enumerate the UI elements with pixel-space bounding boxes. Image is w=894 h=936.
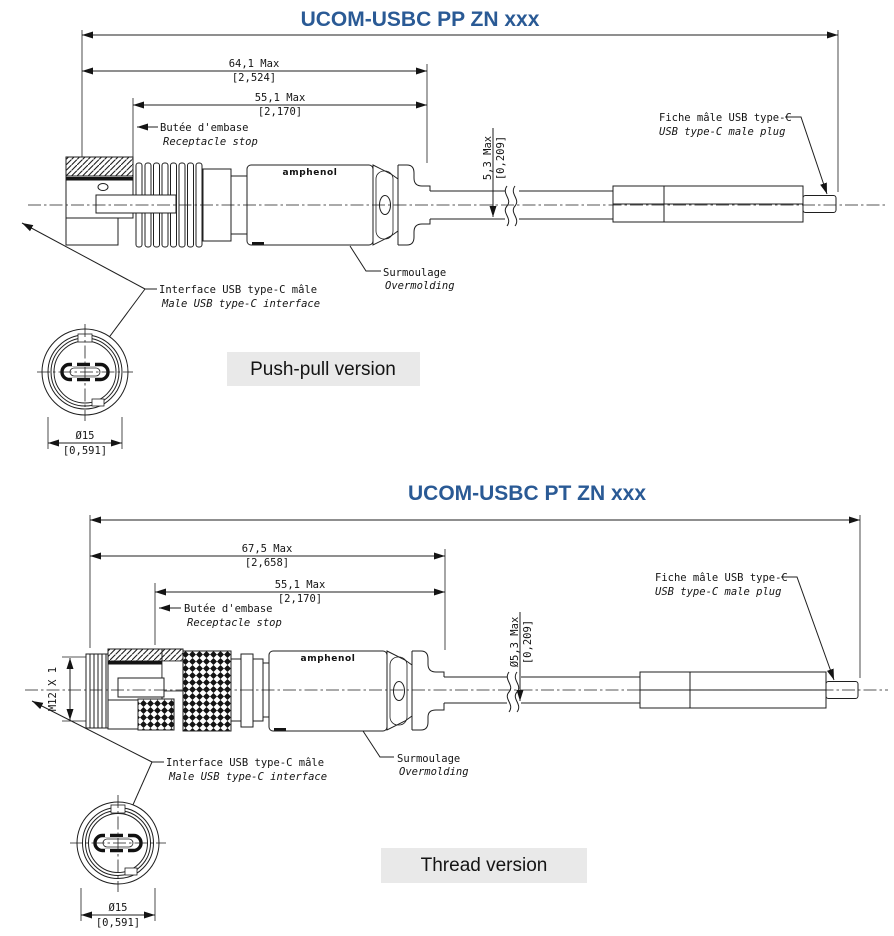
keying-slot [92, 399, 104, 406]
exposed-thread [162, 649, 183, 661]
front-diameter-inch: [0,591] [62, 445, 108, 457]
knurled-coupling-nut [183, 651, 231, 731]
receptacle-stop-label-en: Receptacle stop [187, 617, 282, 629]
overmolding-label-fr: Surmoulage [397, 753, 461, 765]
dim-overall-mm: 64,1 Max [228, 58, 280, 70]
dim-from-stop-inch: [2,170] [257, 106, 303, 118]
dim-cable-diameter [482, 128, 507, 217]
dim-from-stop-inch: [2,170] [277, 593, 323, 605]
diagram-title: UCOM-USBC PT ZN xxx [407, 482, 647, 505]
cable-diameter-inch: [0,209] [495, 135, 507, 181]
receptacle-stop-label-fr: Butée d'embase [160, 122, 249, 134]
dim-overall-mm: 67,5 Max [241, 543, 293, 555]
strain-relief-tip [412, 651, 444, 730]
callout-usb-plug [659, 112, 827, 194]
receptacle-lower-block [66, 218, 118, 245]
dim-front-diameter [48, 417, 122, 457]
overmolding-label-en: Overmolding [399, 766, 469, 778]
dim-front-diameter [81, 888, 155, 929]
diagram-push-pull [22, 8, 886, 457]
receptacle-panel-hatch [66, 157, 133, 176]
usb-plug-label-en: USB type-C male plug [659, 126, 786, 138]
cable-diameter-mm: Ø5,3 Max [509, 616, 521, 668]
usb-plug-label-fr: Fiche mâle USB type-C [655, 572, 788, 584]
callout-overmolding [363, 731, 469, 778]
cable-diameter-inch: [0,209] [522, 619, 534, 665]
plug-tip [803, 196, 836, 213]
usb-plug-label-fr: Fiche mâle USB type-C [659, 112, 792, 124]
extension-lines [82, 30, 838, 192]
version-label-text: Thread version [420, 855, 548, 876]
version-label [381, 848, 587, 883]
latch-sleeve [118, 678, 164, 697]
callout-receptacle-stop [159, 603, 282, 629]
usb-c-plug [613, 186, 836, 222]
front-view [70, 795, 166, 929]
dim-from-stop-mm: 55,1 Max [254, 92, 306, 104]
dim-from-stop-mm: 55,1 Max [274, 579, 326, 591]
dim-overall [90, 543, 445, 569]
front-view [37, 324, 133, 457]
front-diameter-mm: Ø15 [108, 902, 128, 914]
dim-from-stop [133, 92, 427, 118]
knurled-ring-rear [138, 699, 174, 730]
version-label-text: Push-pull version [250, 359, 396, 380]
barrel-ring [241, 654, 253, 727]
interface-label-fr: Interface USB type-C mâle [166, 757, 325, 769]
thread-spec-label: M12 X 1 [47, 666, 59, 712]
receptacle-stop-label-en: Receptacle stop [163, 136, 258, 148]
diagram-thread [25, 482, 888, 929]
callout-receptacle-stop [137, 122, 258, 148]
keying-slot [125, 868, 137, 875]
rear-cap [86, 654, 108, 728]
diagram-title: UCOM-USBC PP ZN xxx [300, 8, 540, 31]
nose-oval-detail [394, 682, 405, 701]
receptacle-detail-hole [98, 184, 108, 191]
interface-label-en: Male USB type-C interface [162, 298, 321, 310]
callout-overmolding [350, 246, 455, 292]
interface-label-fr: Interface USB type-C mâle [159, 284, 318, 296]
receptacle-panel-hatch [108, 649, 162, 661]
cable [444, 672, 640, 712]
side-view-connector [28, 157, 886, 247]
molded-brand-text: amphenol [282, 168, 338, 178]
receptacle-stop-label-fr: Butée d'embase [184, 603, 273, 615]
dim-cable-diameter [509, 612, 534, 701]
dim-overall-inch: [2,658] [244, 557, 290, 569]
dim-from-stop [155, 579, 445, 605]
overmolding-label-en: Overmolding [385, 280, 455, 292]
cable-break-symbol [507, 672, 510, 712]
interface-label-en: Male USB type-C interface [169, 771, 328, 783]
cable-diameter-mm: 5,3 Max [482, 135, 494, 181]
front-diameter-mm: Ø15 [75, 430, 95, 442]
front-diameter-inch: [0,591] [95, 917, 141, 929]
dim-overall-inch: [2,524] [231, 72, 277, 84]
molded-brand-text: amphenol [300, 654, 356, 664]
dim-overall [82, 58, 427, 84]
cable [430, 186, 613, 226]
side-view-connector [25, 649, 888, 731]
version-label [227, 352, 420, 386]
callout-usb-plug [655, 572, 834, 680]
receptacle-lower-block [108, 700, 138, 729]
cable-break-symbol [505, 186, 508, 226]
latch-sleeve [96, 195, 176, 213]
overmolding-label-fr: Surmoulage [383, 267, 447, 279]
usb-plug-label-en: USB type-C male plug [655, 586, 782, 598]
